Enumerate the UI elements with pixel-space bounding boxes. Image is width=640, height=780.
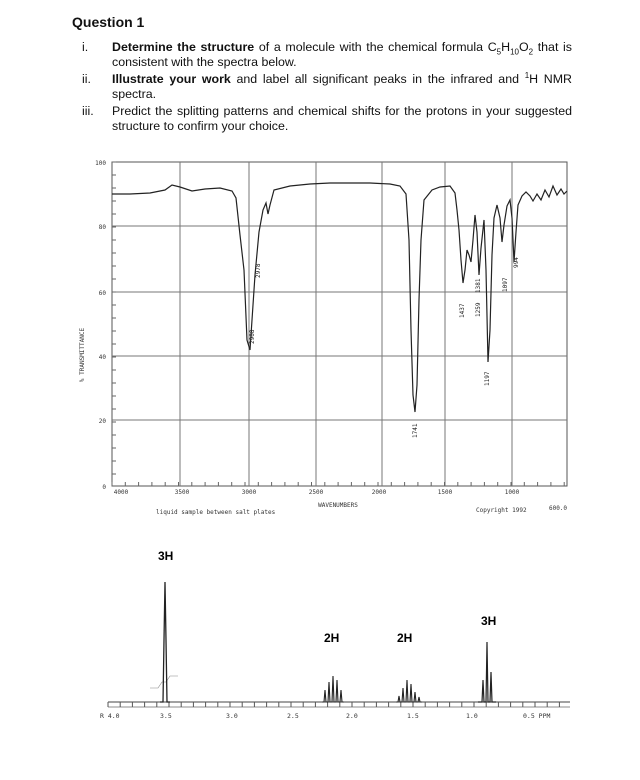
- item-text: O: [518, 40, 529, 54]
- ir-peak-label: 2908: [249, 329, 256, 344]
- ir-peak-label: 2978: [255, 263, 262, 278]
- instruction-bold: Illustrate your work: [112, 72, 231, 86]
- ir-x-tick: 2000: [371, 489, 387, 496]
- nmr-ticks: [108, 702, 559, 707]
- nmr-axis-start: R 4.0: [100, 712, 120, 720]
- item-text: that is consistent with the spectra below.: [112, 40, 572, 69]
- nmr-integration-label: 2H: [397, 631, 413, 645]
- ir-x-tick: 4000: [113, 489, 129, 496]
- ir-peak-label: 1197: [484, 371, 491, 386]
- ir-x-tick: 3500: [174, 489, 190, 496]
- ir-y-tick: 80: [98, 224, 106, 231]
- instruction-bold: Determine the structure: [112, 40, 255, 54]
- ir-y-axis-label: % TRANSMITTANCE: [79, 327, 86, 383]
- item-number: ii.: [82, 72, 91, 86]
- ir-sample-note: liquid sample between salt plates: [156, 509, 276, 516]
- ir-peak-label: 1437: [459, 303, 466, 318]
- nmr-axis-tick: 1.5: [407, 712, 419, 720]
- subscript: 10: [510, 47, 519, 57]
- item-text: Predict the splitting patterns and chemical shifts for the protons in your suggested structure to confirm your choice.: [112, 104, 572, 133]
- nmr-integration-label: 2H: [324, 631, 340, 645]
- ir-peak-label: 1381: [475, 278, 482, 293]
- ir-x-end: 600.0: [548, 505, 568, 512]
- ir-peak-label: 1097: [502, 277, 509, 292]
- nmr-axis-tick: 3.0: [226, 712, 238, 720]
- superscript: 1: [524, 70, 530, 80]
- item-number: i.: [82, 40, 89, 54]
- ir-peak-label: 1741: [412, 423, 419, 438]
- nmr-peak-triplet: [478, 642, 496, 702]
- item-text: and label all significant peaks in the infrared and: [230, 72, 525, 86]
- nmr-axis-tick: 1.0: [466, 712, 478, 720]
- ir-x-tick: 1000: [504, 489, 520, 496]
- nmr-axis-tick: 3.5: [160, 712, 172, 720]
- nmr-axis-tick: 2.5: [287, 712, 299, 720]
- nmr-axis-tick: 0.5 PPM: [523, 712, 551, 720]
- ir-y-tick: 20: [98, 418, 106, 425]
- ir-copyright: Copyright 1992: [476, 507, 527, 514]
- nmr-peak-quartet: [322, 676, 344, 702]
- item-text: H: [501, 40, 511, 54]
- nmr-spectrum: [100, 549, 570, 720]
- ir-x-axis-label: WAVENUMBERS: [318, 502, 358, 509]
- ir-y-tick: 60: [98, 290, 106, 297]
- ir-y-tick: 100: [95, 160, 106, 167]
- item-text: of a molecule with the chemical formula C: [254, 40, 497, 54]
- ir-peak-label: 1259: [475, 302, 482, 317]
- nmr-axis-tick: 2.0: [346, 712, 358, 720]
- ir-y-tick: 0: [102, 484, 106, 491]
- ir-x-tick: 1500: [437, 489, 453, 496]
- nmr-integration-label: 3H: [158, 549, 174, 563]
- nmr-peak-sextet: [396, 680, 422, 702]
- subscript: 5: [496, 47, 502, 57]
- nmr-integration-label: 3H: [481, 614, 497, 628]
- ir-peak-label: 994: [513, 257, 520, 268]
- item-text: H NMR spectra.: [112, 72, 572, 101]
- item-number: iii.: [82, 104, 94, 118]
- subscript: 2: [528, 47, 534, 57]
- question-title: Question 1: [72, 14, 145, 30]
- ir-x-tick: 3000: [241, 489, 257, 496]
- nmr-peak-singlet: [160, 582, 170, 702]
- ir-y-tick: 40: [98, 354, 106, 361]
- ir-x-tick: 2500: [308, 489, 324, 496]
